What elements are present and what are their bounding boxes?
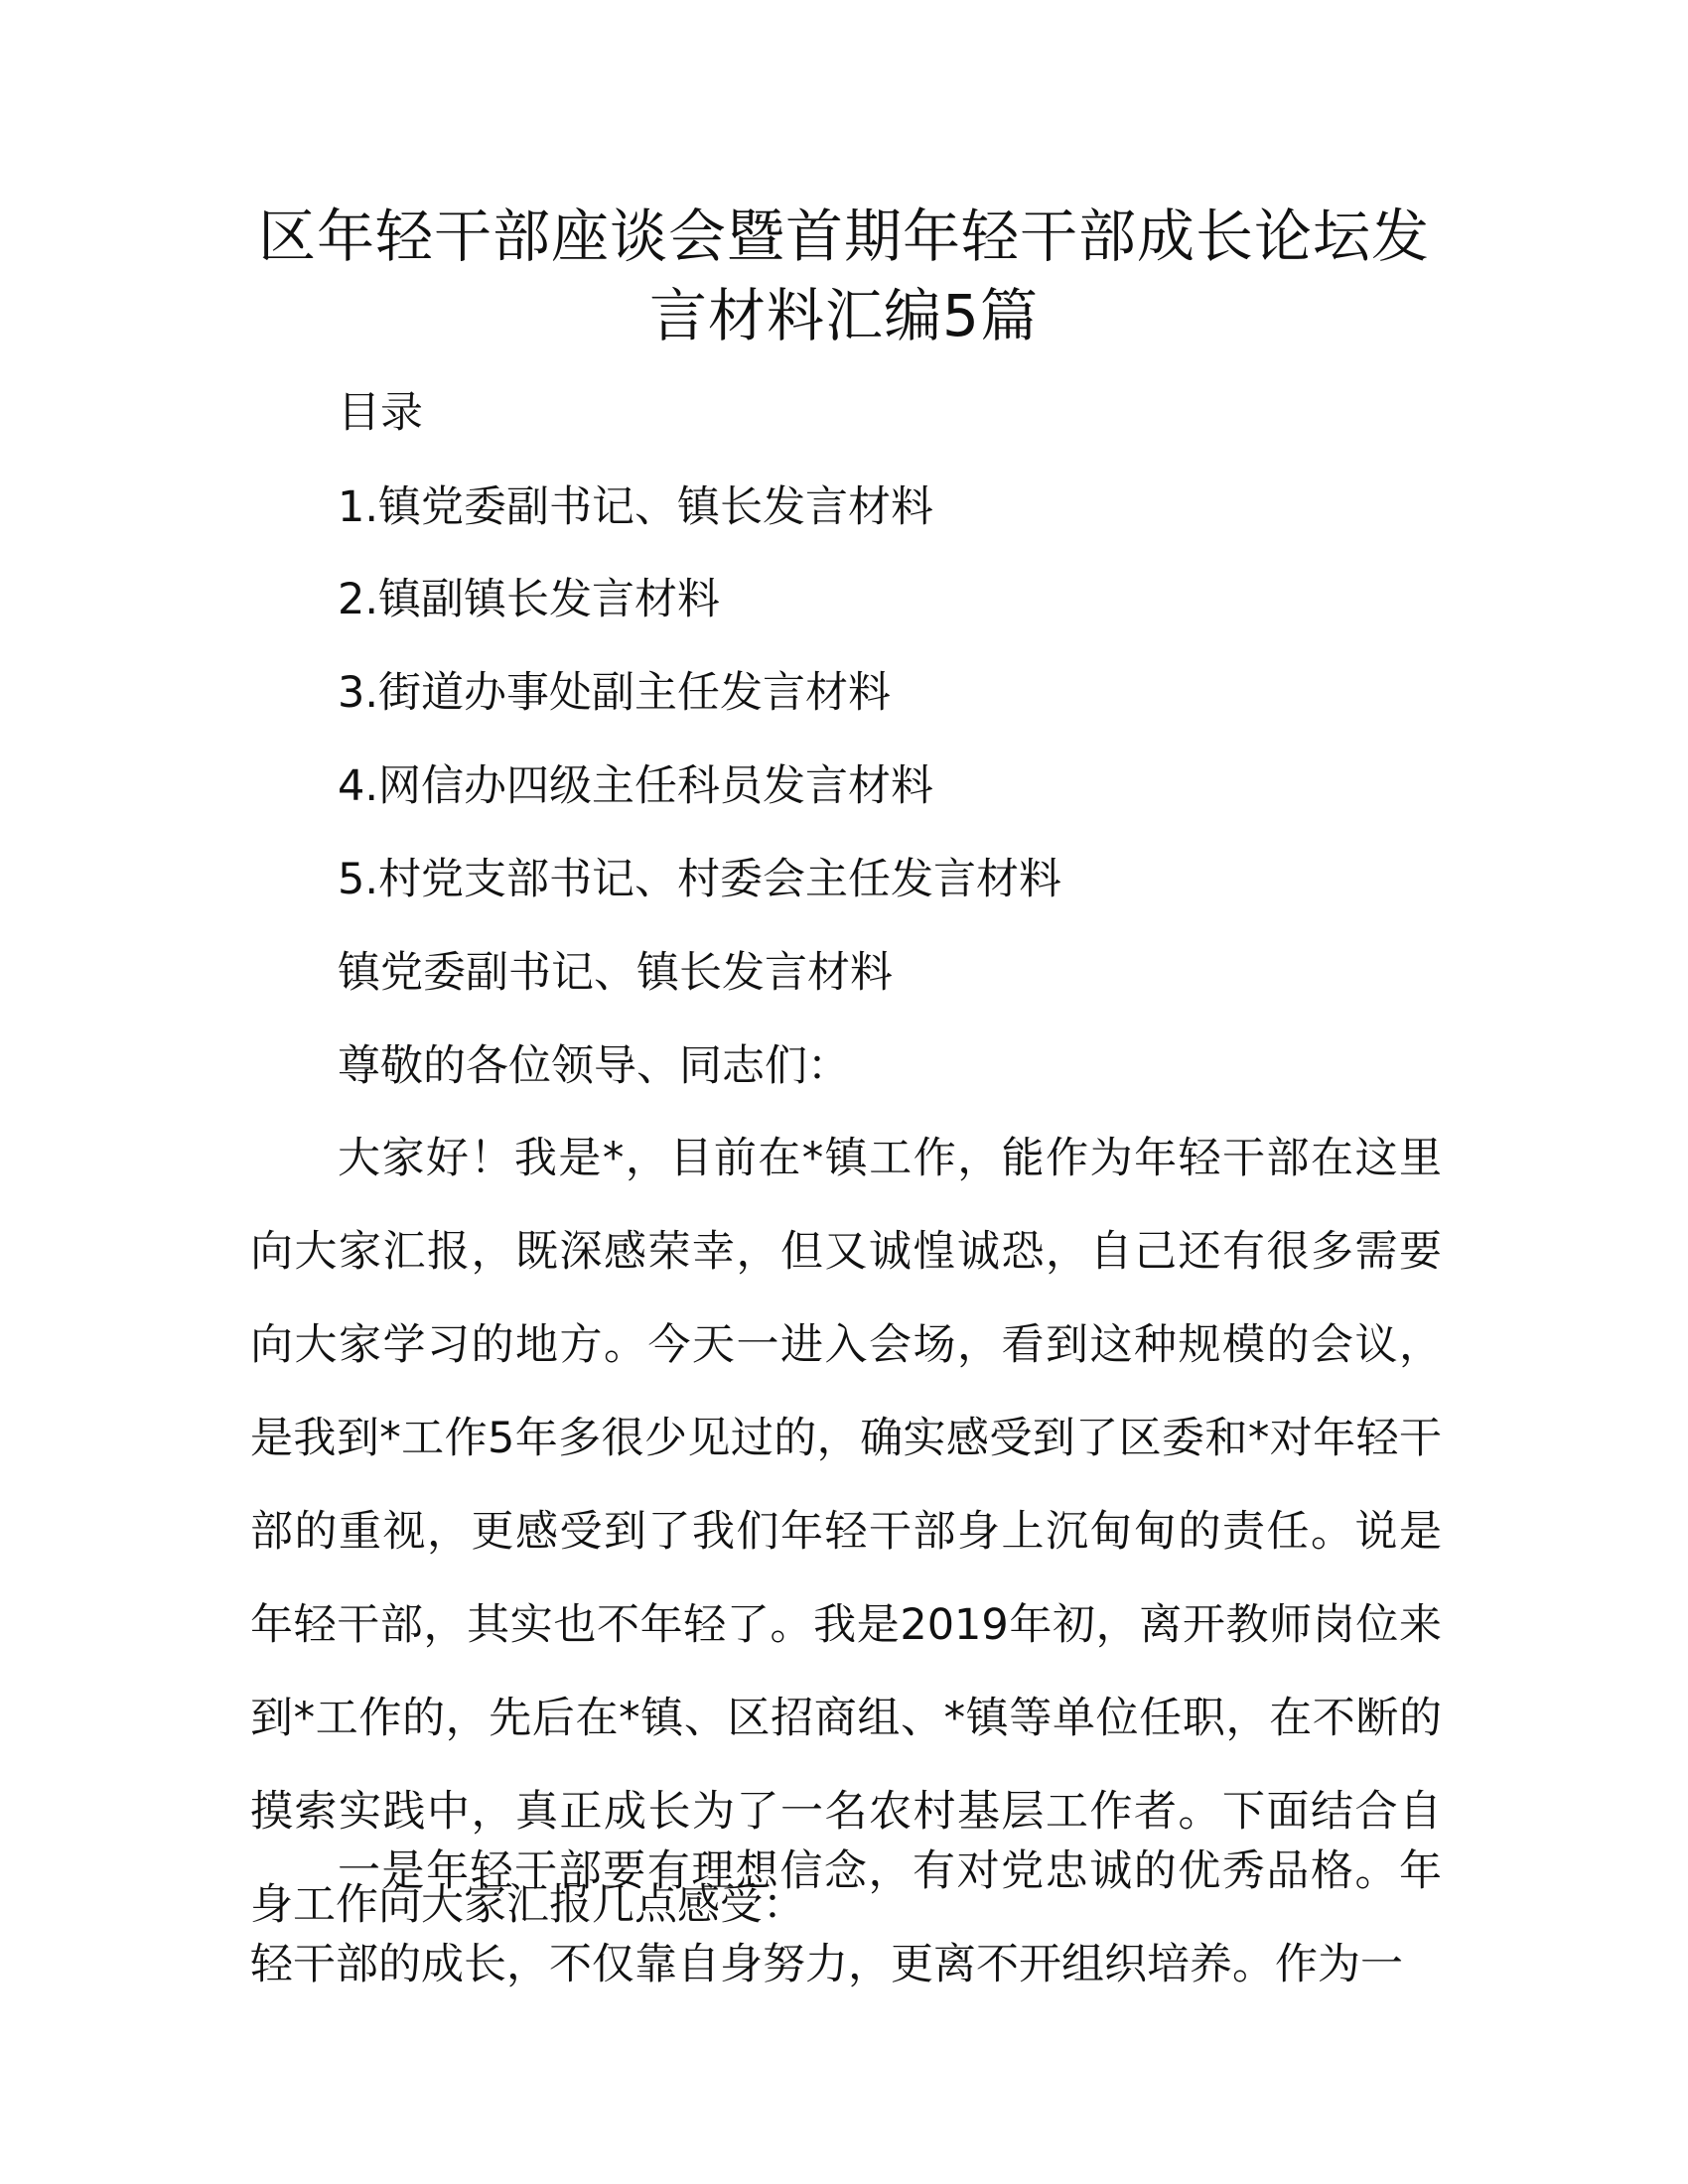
document-title	[228, 197, 1460, 355]
salutation: 尊敬的各位领导、同志们：	[338, 1041, 850, 1091]
toc-item-5: 5.村党支部书记、村委会主任发言材料	[338, 855, 1062, 904]
toc-item-1: 1.镇党委副书记、镇长发言材料	[338, 482, 934, 532]
body-paragraph-1: 大家好！我是*，目前在*镇工作，能作为年轻干部在这里向大家汇报，既深感荣幸，但又诚惶诚恐，自己还有很多需要向大家学习的地方。今天一进入会场，看到这种规模的会议，是我到*工作5年多很少见过的，确实感受到了区委和*对年轻干部的重视，更感受到了我们年轻干部身上沉甸甸的责任。说是年轻干部，其实也不年轻了。我是2019年初，离开教师岗位来到*工作的，先后在*镇、区招商组、*镇等单位任职，在不断的摸索实践中，真正成长为了一名农村基层工作者。下面结合自身工作向大家汇报几点感受：	[250, 1134, 1442, 1930]
toc-item-3: 3.街道办事处副主任发言材料	[338, 668, 892, 718]
toc-item-4: 4.网信办四级主任科员发言材料	[338, 761, 934, 811]
body-paragraph-2: 一是年轻干部要有理想信念，有对党忠诚的优秀品格。年轻干部的成长，不仅靠自身努力，更离不开组织培养。作为一	[250, 1846, 1442, 1989]
toc-heading: 目录	[338, 388, 423, 438]
title-line-1: 区年轻干部座谈会暨首期年轻干部成长论坛发	[257, 203, 1430, 270]
section-heading: 镇党委副书记、镇长发言材料	[338, 948, 893, 998]
toc-item-2: 2.镇副镇长发言材料	[338, 575, 721, 624]
title-line-2: 言材料汇编5篇	[649, 282, 1039, 349]
